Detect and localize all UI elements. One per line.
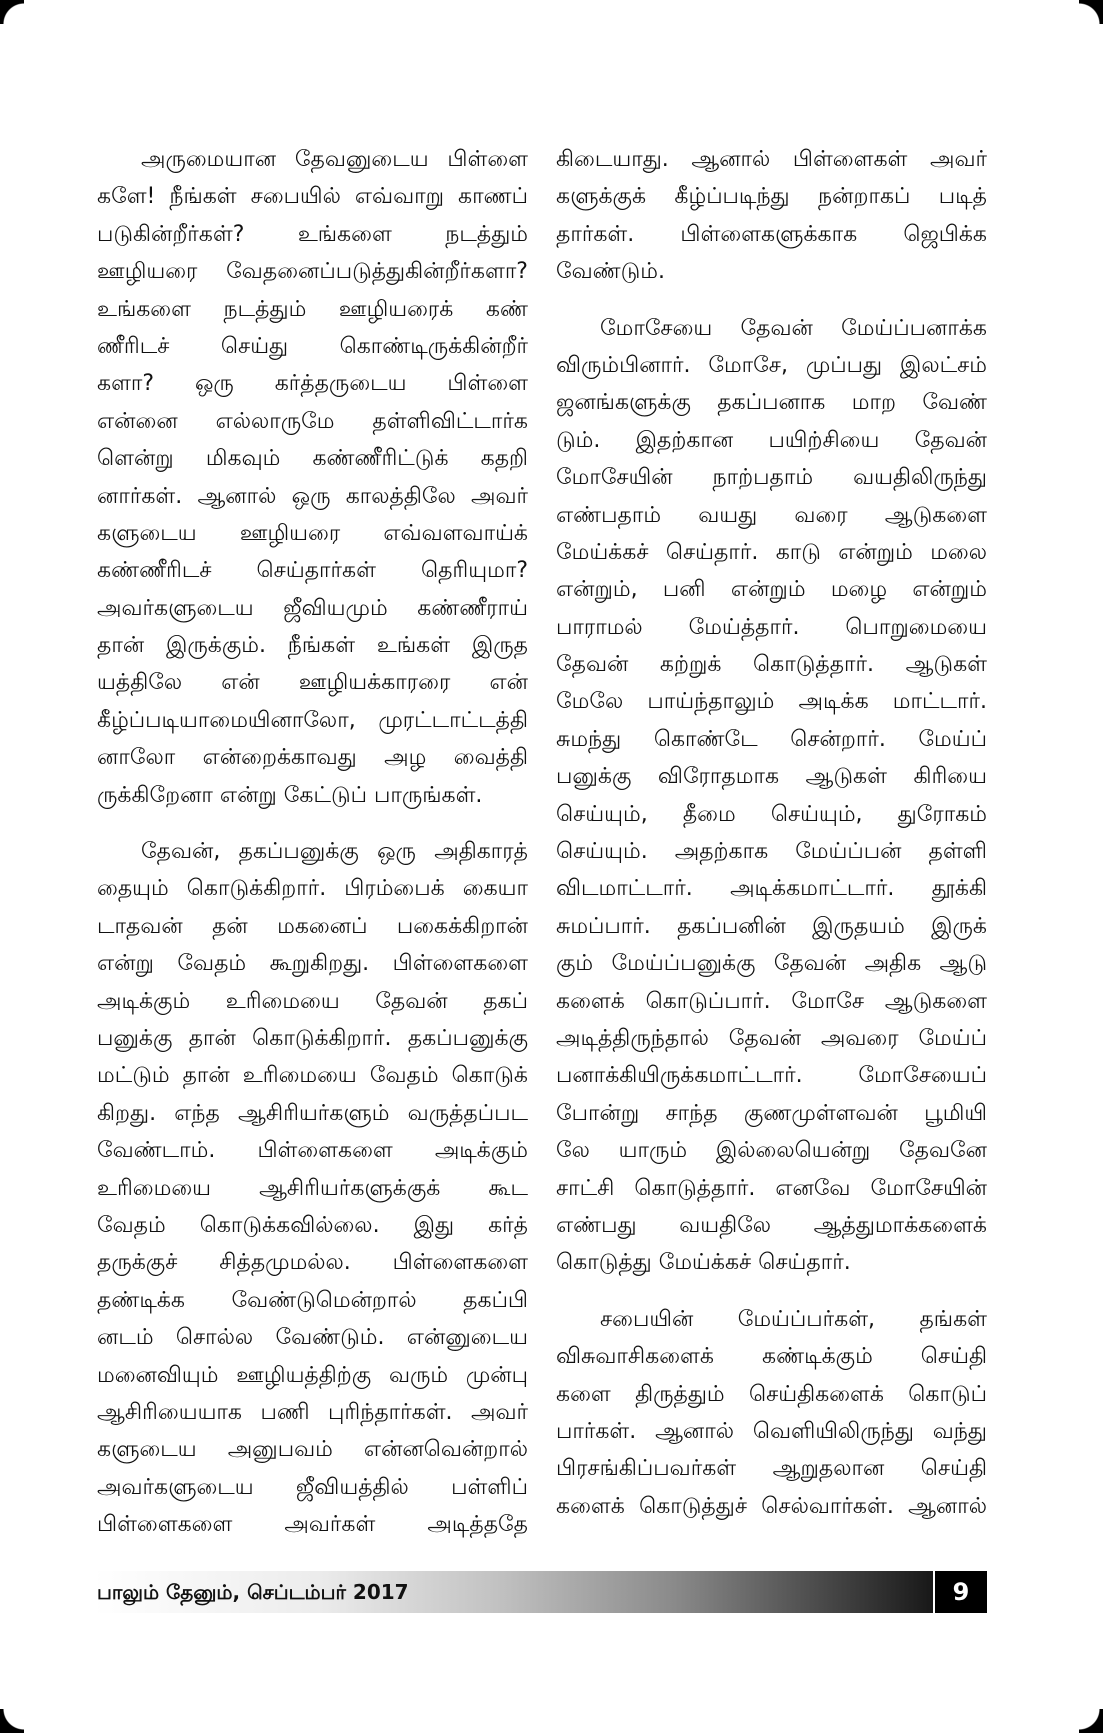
text-line: போன்று சாந்த குணமுள்ளவன் பூமியி (556, 1100, 987, 1126)
text-line: ளென்று மிகவும் கண்ணீரிட்டுக் கதறி (97, 446, 528, 472)
text-line: னாலோ என்றைக்காவது அழ வைத்தி (97, 745, 528, 771)
text-line: அடிக்கும் உரிமையை தேவன் தகப் (97, 988, 528, 1014)
text-line: கண்ணீரிடச் செய்தார்கள் தெரியுமா? (97, 558, 528, 584)
text-line: விசுவாசிகளைக் கண்டிக்கும் செய்தி (556, 1344, 987, 1370)
text-line: களைக் கொடுத்துச் செல்வார்கள். ஆனால் (556, 1493, 987, 1519)
text-line: ஆசிரியையாக பணி புரிந்தார்கள். அவர் (97, 1399, 528, 1425)
text-line: லே யாரும் இல்லையென்று தேவனே (556, 1138, 987, 1164)
text-line: அடித்திருந்தால் தேவன் அவரை மேய்ப் (556, 1025, 987, 1051)
text-line: தேவன் கற்றுக் கொடுத்தார். ஆடுகள் (556, 652, 987, 678)
text-line: களே! நீங்கள் சபையில் எவ்வாறு காணப் (97, 184, 528, 210)
text-line: அவர்களுடைய ஜீவியத்தில் பள்ளிப் (97, 1474, 528, 1500)
text-line: மட்டும் தான் உரிமையை வேதம் கொடுக் (97, 1063, 528, 1089)
text-line: கொடுத்து மேய்க்கச் செய்தார். (556, 1250, 851, 1276)
text-line: என்றும், பனி என்றும் மழை என்றும் (556, 577, 987, 603)
text-line: பனுக்கு தான் கொடுக்கிறார். தகப்பனுக்கு (97, 1025, 528, 1051)
right-column (556, 141, 987, 1544)
text-line: னார்கள். ஆனால் ஒரு காலத்திலே அவர் (97, 483, 528, 509)
text-line: மனைவியும் ஊழியத்திற்கு வரும் முன்பு (97, 1362, 528, 1388)
text-line: பிள்ளைகளை அவர்கள் அடித்ததே (97, 1512, 528, 1538)
text-line: உங்களை நடத்தும் ஊழியரைக் கண் (97, 296, 528, 322)
text-line: மோசேயின் நாற்பதாம் வயதிலிருந்து (556, 465, 987, 491)
text-line: களைக் கொடுப்பார். மோசே ஆடுகளை (556, 988, 987, 1014)
text-line: கீழ்ப்படியாமையினாலோ, முரட்டாட்டத்தி (97, 707, 528, 733)
text-line: அருமையான தேவனுடைய பிள்ளை (141, 147, 528, 172)
text-line: கும் மேய்ப்பனுக்கு தேவன் அதிக ஆடு (556, 951, 987, 977)
text-line: டும். இதற்கான பயிற்சியை தேவன் (556, 427, 987, 453)
text-line: என்னை எல்லாருமே தள்ளிவிட்டார்க (97, 408, 528, 434)
text-line: பிரசங்கிப்பவர்கள் ஆறுதலான செய்தி (556, 1456, 987, 1482)
text-line: டாதவன் தன் மகனைப் பகைக்கிறான் (97, 913, 528, 939)
text-line: கிடையாது. ஆனால் பிள்ளைகள் அவர் (556, 147, 987, 172)
text-line: தண்டிக்க வேண்டுமென்றால் தகப்பி (97, 1287, 528, 1313)
text-line: படுகின்றீர்கள்? உங்களை நடத்தும் (97, 221, 528, 247)
text-line: தையும் கொடுக்கிறார். பிரம்பைக் கையா (97, 876, 528, 902)
text-line: களா? ஒரு கர்த்தருடைய பிள்ளை (97, 371, 528, 397)
left-column (97, 141, 528, 1562)
text-line: மேலே பாய்ந்தாலும் அடிக்க மாட்டார். (556, 689, 987, 715)
page-corner-bottom-right (1079, 1709, 1103, 1733)
text-line: உரிமையை ஆசிரியர்களுக்குக் கூட (97, 1175, 528, 1201)
text-line: பனாக்கியிருக்கமாட்டார். மோசேயைப் (556, 1063, 987, 1089)
text-line: செய்யும், தீமை செய்யும், துரோகம் (556, 801, 987, 827)
text-line: அவர்களுடைய ஜீவியமும் கண்ணீராய் (97, 595, 528, 621)
text-line: யத்திலே என் ஊழியக்காரரை என் (97, 670, 528, 696)
page-corner-top-left (0, 0, 24, 24)
text-line: தான் இருக்கும். நீங்கள் உங்கள் இருத (97, 633, 528, 659)
text-line: மேய்க்கச் செய்தார். காடு என்றும் மலை (556, 539, 987, 565)
text-line: மோசேயை தேவன் மேய்ப்பனாக்க (600, 315, 987, 341)
text-line: ஜனங்களுக்கு தகப்பனாக மாற வேண் (556, 390, 987, 416)
paragraph (97, 833, 528, 1543)
text-line: செய்யும். அதற்காக மேய்ப்பன் தள்ளி (556, 839, 987, 865)
text-line: எண்பதாம் வயது வரை ஆடுகளை (556, 502, 987, 528)
text-line: பாராமல் மேய்த்தார். பொறுமையை (556, 614, 987, 640)
text-line: தேவன், தகப்பனுக்கு ஒரு அதிகாரத் (141, 839, 528, 865)
text-line: களுடைய அனுபவம் என்னவென்றால் (97, 1437, 528, 1463)
paragraph (556, 310, 987, 1282)
text-line: னடம் சொல்ல வேண்டும். என்னுடைய (97, 1325, 528, 1351)
page-footer (94, 1571, 987, 1613)
text-line: கிறது. எந்த ஆசிரியர்களும் வருத்தப்பட (97, 1100, 528, 1126)
text-line: வேதம் கொடுக்கவில்லை. இது கர்த் (97, 1212, 528, 1238)
text-line: களுடைய ஊழியரை எவ்வளவாய்க் (97, 520, 528, 546)
text-line: வேண்டாம். பிள்ளைகளை அடிக்கும் (97, 1138, 528, 1164)
text-line: களுக்குக் கீழ்ப்படிந்து நன்றாகப் படித் (556, 184, 987, 210)
text-line: சாட்சி கொடுத்தார். எனவே மோசேயின் (556, 1175, 987, 1201)
text-line: ணீரிடச் செய்து கொண்டிருக்கின்றீர் (97, 333, 528, 359)
text-line: ஊழியரை வேதனைப்படுத்துகின்றீர்களா? (97, 259, 528, 285)
page-corner-top-right (1079, 0, 1103, 24)
page-number: 9 (933, 1571, 987, 1613)
text-line: தார்கள். பிள்ளைகளுக்காக ஜெபிக்க (556, 221, 987, 247)
paragraph (556, 1301, 987, 1525)
text-line: தருக்குச் சித்தமுமல்ல. பிள்ளைகளை (97, 1250, 528, 1276)
paragraph (556, 141, 987, 291)
text-line: பார்கள். ஆனால் வெளியிலிருந்து வந்து (556, 1418, 987, 1444)
paragraph (97, 141, 528, 814)
text-line: சுமப்பார். தகப்பனின் இருதயம் இருக் (556, 913, 987, 939)
text-line: சுமந்து கொண்டே சென்றார். மேய்ப் (556, 726, 987, 752)
text-line: பனுக்கு விரோதமாக ஆடுகள் கிரியை (556, 764, 987, 790)
text-line: சபையின் மேய்ப்பர்கள், தங்கள் (600, 1306, 987, 1332)
publication-title: பாலும் தேனும், செப்டம்பர் 2017 (97, 1580, 409, 1604)
page-corner-bottom-left (0, 1709, 24, 1733)
text-line: விரும்பினார். மோசே, முப்பது இலட்சம் (556, 352, 987, 378)
text-line: ருக்கிறேனா என்று கேட்டுப் பாருங்கள். (97, 782, 483, 808)
text-line: களை திருத்தும் செய்திகளைக் கொடுப் (556, 1381, 987, 1407)
text-line: விடமாட்டார். அடிக்கமாட்டார். தூக்கி (556, 876, 987, 902)
text-line: என்று வேதம் கூறுகிறது. பிள்ளைகளை (97, 951, 528, 977)
text-line: எண்பது வயதிலே ஆத்துமாக்களைக் (556, 1212, 987, 1238)
text-line: வேண்டும். (556, 259, 666, 285)
